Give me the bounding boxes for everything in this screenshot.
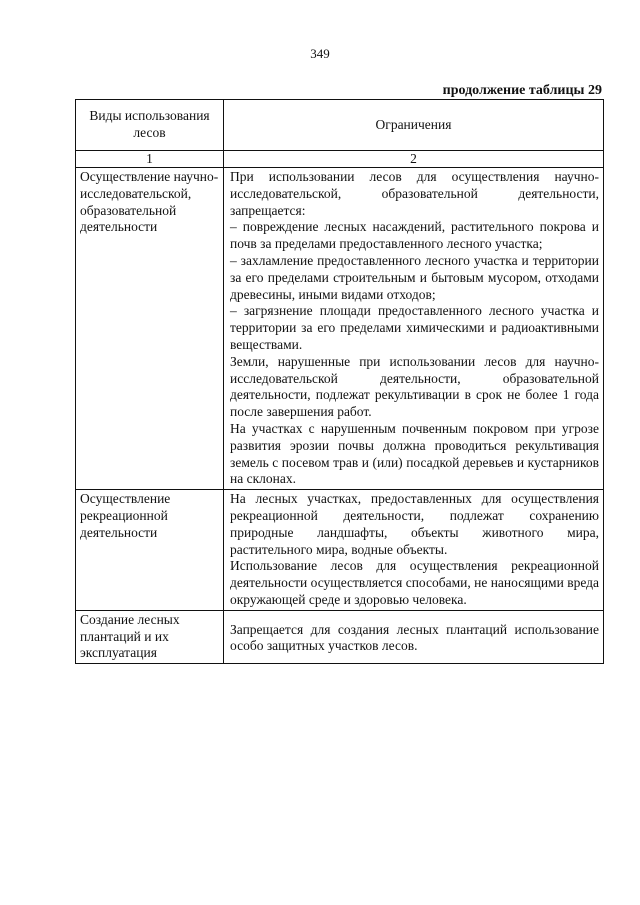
row-restrictions (224, 490, 604, 611)
restriction-paragraph: – захламление предоставленного лесного участка и территории за его пределами строительным и бытовым мусором, отходами древесины, иными видами отходов; (230, 252, 599, 302)
row-forest-use-type: Осуществление научно-исследовательской, образовательной деятельности (76, 168, 224, 490)
table-row (76, 490, 604, 611)
restrictions-table (75, 99, 604, 664)
page-number: 349 (310, 46, 330, 61)
restriction-paragraph: Земли, нарушенные при использовании лесов для научно-исследовательской деятельности, образовательной деятельности, подлежат рекультивации в срок не более 1 года после завершения работ. (230, 353, 599, 420)
restriction-paragraph: Запрещается для создания лесных плантаций использование особо защитных участков лесов. (230, 621, 599, 654)
restriction-paragraph: – загрязнение площади предоставленного лесного участка и территории за его пределами химическими и радиоактивными веществами. (230, 303, 599, 352)
restriction-paragraph: На участках с нарушенным почвенным покровом при угрозе развития эрозии почвы должна проводиться рекультивация земель с посевом трав и (или) посадкой деревьев и кустарников на склонах. (230, 420, 599, 487)
restriction-paragraph: Использование лесов для осуществления рекреационной деятельности осуществляется способами, не наносящими вреда окружающей среде и здоровью человека. (230, 558, 600, 607)
restriction-paragraph: – повреждение лесных насаждений, растительного покрова и почв за пределами предоставленного лесного участка; (230, 219, 599, 252)
restriction-paragraph: При использовании лесов для осуществления научно-исследовательской, образовательной деятельности, запрещается: (230, 169, 599, 218)
column-number-2: 2 (224, 151, 604, 168)
column-number-row (76, 151, 604, 168)
table-header-row (76, 100, 604, 151)
row-forest-use-type: Осуществление рекреационной деятельности (76, 490, 224, 611)
header-restrictions: Ограничения (224, 100, 604, 151)
column-number-1: 1 (76, 151, 224, 168)
row-forest-use-type: Создание лесных плантаций и их эксплуатация (76, 610, 224, 663)
header-forest-use-types: Виды использования лесов (76, 100, 224, 151)
table-continuation-caption: продолжение таблицы 29 (442, 83, 602, 98)
restriction-paragraph: На лесных участках, предоставленных для осуществления рекреационной деятельности, подлежат сохранению природные ландшафты, объекты животного мира, растительного мира, водные объекты. (230, 491, 599, 557)
row-restrictions (224, 168, 604, 490)
table-row (76, 168, 604, 490)
table-row (76, 610, 604, 663)
row-restrictions (224, 610, 604, 663)
